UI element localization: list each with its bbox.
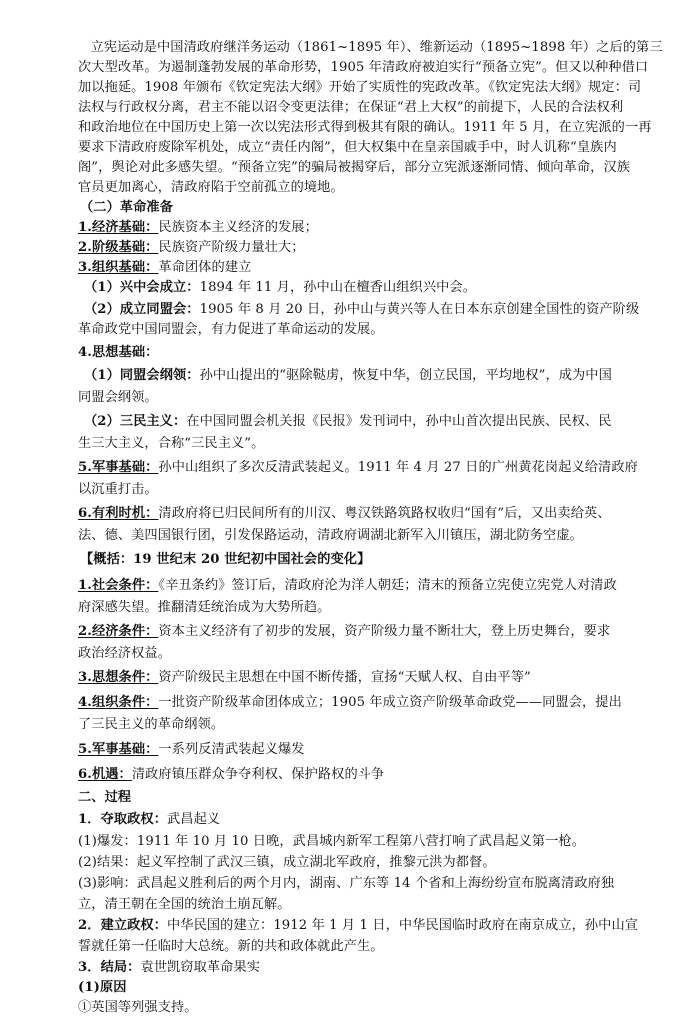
prep-item5-text-2: 以沉重打击。 bbox=[78, 482, 158, 497]
process-p2-label: 2．建立政权： bbox=[78, 918, 168, 933]
intro-line-2: 次大型改革。为遏制蓬勃发展的革命形势，1905 年清政府被迫实行“预备立宪”。但又以种种借口 bbox=[78, 60, 649, 75]
prep-item5-label: 5.军事基础： bbox=[78, 460, 159, 475]
summary-s1-text-2: 府深感失望。推翻清廷统治成为大势所趋。 bbox=[78, 600, 331, 615]
prep-item3a-label: （1）兴中会成立： bbox=[84, 280, 200, 295]
prep-item3b-label: （2）成立同盟会： bbox=[84, 302, 200, 317]
process-p3a-heading: (1)原因 bbox=[78, 980, 127, 995]
prep-item3b-text-2: 革命政党中国同盟会，有力促进了革命运动的发展。 bbox=[78, 322, 384, 337]
prep-item3b-text-1: 1905 年 8 月 20 日，孙中山与黄兴等人在日本东京创建全国性的资产阶级 bbox=[199, 302, 640, 317]
summary-s4-label: 4.组织条件： bbox=[78, 695, 159, 710]
prep-item3a-text: 1894 年 11 月，孙中山在檀香山组织兴中会。 bbox=[199, 280, 476, 295]
prep-item4b-text-2: 生三大主义，合称“三民主义”。 bbox=[78, 436, 265, 451]
intro-line-3: 加以拖延。1908 年颁布《钦定宪法大纲》开始了实质性的宪政改革。《钦定宪法大纲》规定：司 bbox=[78, 80, 642, 95]
intro-line-7: 阁”，舆论对此多感失望。“预备立宪”的骗局被揭穿后，部分立宪派逐渐同情、倾向革命，汉族 bbox=[78, 160, 631, 175]
prep-item4-label: 4.思想基础： bbox=[78, 345, 159, 360]
process-p1a: (1)爆发：1911 年 10 月 10 日晚，武昌城内新军工程第八营打响了武昌起义第一枪。 bbox=[78, 834, 585, 849]
process-p3-label: 3．结局： bbox=[78, 960, 141, 975]
intro-line-6: 要求下清政府废除军机处，成立“责任内阁”，但大权集中在皇亲国戚手中，时人讥称“皇族内 bbox=[78, 140, 617, 155]
intro-line-8: 官员更加离心，清政府陷于空前孤立的境地。 bbox=[78, 180, 344, 195]
intro-line-4: 法权与行政权分离，君主不能以诏令变更法律；在保证“君上大权”的前提下，人民的合法权利 bbox=[78, 100, 624, 115]
prep-item3-label: 3.组织基础： bbox=[78, 260, 159, 275]
summary-s5-text: 一系列反清武装起义爆发 bbox=[158, 742, 305, 757]
prep-item6-text-2: 法、德、美四国银行团，引发保路运动，清政府调湖北新军入川镇压，湖北防务空虚。 bbox=[78, 528, 583, 543]
prep-item6-text-1: 清政府将已归民间所有的川汉、粤汉铁路筑路权收归“国有”后，又出卖给英、 bbox=[158, 506, 611, 521]
summary-s3-text: 资产阶级民主思想在中国不断传播，宣扬“天赋人权、自由平等” bbox=[158, 670, 531, 685]
prep-item4b-label: （2）三民主义： bbox=[84, 414, 187, 429]
process-p2-text-2: 誓就任第一任临时大总统。新的共和政体就此产生。 bbox=[78, 939, 384, 954]
summary-s6-label: 6.机遇： bbox=[78, 767, 132, 782]
summary-s2-text-1: 资本主义经济有了初步的发展，资产阶级力量不断壮大，登上历史舞台，要求 bbox=[158, 624, 611, 639]
summary-s1-text-1: 《辛丑条约》签订后，清政府沦为洋人朝廷；清末的预备立宪使立宪党人对清政 bbox=[158, 578, 617, 593]
prep-item4a-label: （1）同盟会纲领： bbox=[84, 368, 200, 383]
summary-s5-label: 5.军事基础： bbox=[78, 742, 159, 757]
summary-s2-text-2: 政治经济权益。 bbox=[78, 646, 172, 661]
summary-s3-label: 3.思想条件： bbox=[78, 670, 159, 685]
prep-item6-label: 6.有利时机： bbox=[78, 506, 159, 521]
prep-item4b-text-1: 在中国同盟会机关报《民报》发刊词中，孙中山首次提出民族、民权、民 bbox=[186, 414, 612, 429]
prep-item4a-text-2: 同盟会纲领。 bbox=[78, 390, 158, 405]
process-p3a-item1: ①英国等列强支持。 bbox=[78, 1000, 198, 1015]
summary-s4-text-2: 了三民主义的革命纲领。 bbox=[78, 717, 225, 732]
process-p1-label: 1．夺取政权： bbox=[78, 812, 168, 827]
process-p2-text-1: 中华民国的建立：1912 年 1 月 1 日，中华民国临时政府在南京成立，孙中山宣 bbox=[167, 918, 639, 933]
prep-item2-label: 2.阶级基础： bbox=[78, 240, 159, 255]
process-p1c-1: (3)影响：武昌起义胜利后的两个月内，湖南、广东等 14 个省和上海纷纷宣布脱离清政府独 bbox=[78, 876, 615, 891]
prep-item4a-text-1: 孙中山提出的“驱除鞑虏，恢复中华，创立民国，平均地权”，成为中国 bbox=[199, 368, 612, 383]
summary-s6-text: 清政府镇压群众争夺利权、保护路权的斗争 bbox=[131, 767, 385, 782]
summary-heading: 【概括：19 世纪末 20 世纪初中国社会的变化】 bbox=[80, 552, 371, 567]
process-p1b: (2)结果：起义军控制了武汉三镇，成立湖北军政府，推黎元洪为都督。 bbox=[78, 855, 496, 870]
prep-item3-text: 革命团体的建立 bbox=[158, 260, 252, 275]
prep-item1-text: 民族资本主义经济的发展； bbox=[158, 220, 318, 235]
prep-item5-text-1: 孙中山组织了多次反清武装起义。1911 年 4 月 27 日的广州黄花岗起义给清政府 bbox=[158, 460, 638, 475]
prep-item2-text: 民族资产阶级力量壮大； bbox=[158, 240, 305, 255]
summary-s2-label: 2.经济条件： bbox=[78, 624, 159, 639]
process-heading: 二、过程 bbox=[78, 790, 132, 805]
intro-line-1: 立宪运动是中国清政府继洋务运动（1861~1895 年）、维新运动（1895~1898 年）之后的第三 bbox=[64, 40, 663, 55]
section-heading-prep: （二）革命准备 bbox=[80, 200, 174, 215]
intro-line-5: 和政治地位在中国历史上第一次以宪法形式得到极其有限的确认。1911 年 5 月，在立宪派的一再 bbox=[78, 120, 652, 135]
summary-s1-label: 1.社会条件： bbox=[78, 578, 159, 593]
process-p1c-2: 立，清王朝在全国的统治土崩瓦解。 bbox=[78, 897, 291, 912]
prep-item1-label: 1.经济基础： bbox=[78, 220, 159, 235]
summary-s4-text-1: 一批资产阶级革命团体成立；1905 年成立资产阶级革命政党——同盟会，提出 bbox=[158, 695, 622, 710]
process-p3-text: 袁世凯窃取革命果实 bbox=[140, 960, 261, 975]
process-p1-text: 武昌起义 bbox=[167, 812, 221, 827]
